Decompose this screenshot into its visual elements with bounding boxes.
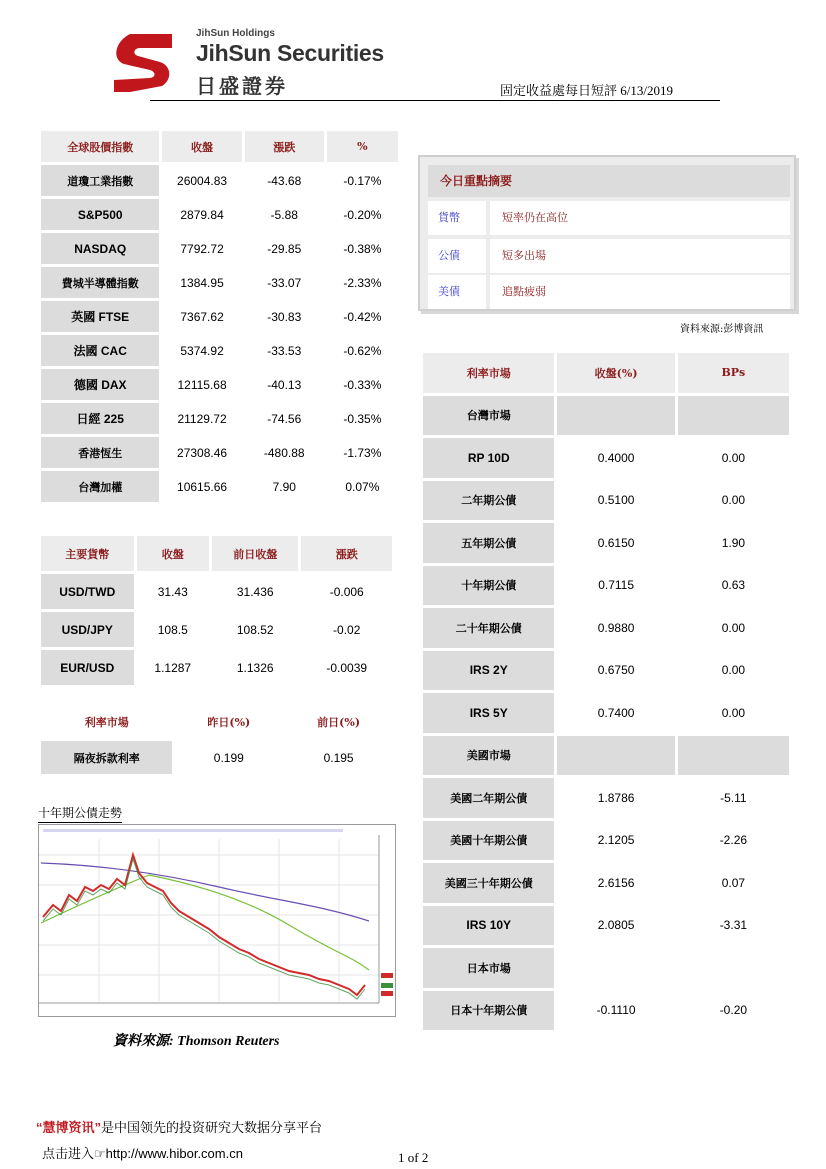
table-row bbox=[41, 233, 398, 264]
rate-close bbox=[557, 948, 674, 988]
fx-prev-close: 1.1326 bbox=[212, 650, 299, 685]
table-header-row bbox=[423, 353, 789, 393]
rate-name: 美國三十年期公債 bbox=[423, 863, 554, 903]
column-header: 昨日(%) bbox=[175, 705, 282, 738]
index-pct: -0.20% bbox=[327, 199, 398, 230]
column-header: 收盤 bbox=[137, 536, 209, 571]
table-row bbox=[423, 948, 789, 988]
rate-bps: -3.31 bbox=[678, 906, 789, 946]
index-name: NASDAQ bbox=[41, 233, 159, 264]
index-name: S&P500 bbox=[41, 199, 159, 230]
table-header-row bbox=[41, 131, 398, 162]
rate-name: 十年期公債 bbox=[423, 566, 554, 606]
page-number: 1 of 2 bbox=[398, 1150, 429, 1165]
report-date: 6/13/2019 bbox=[620, 83, 673, 98]
rate-name: 二十年期公債 bbox=[423, 608, 554, 648]
table-row bbox=[423, 651, 789, 691]
rate-close: 0.5100 bbox=[557, 481, 674, 521]
rate-bps: 0.63 bbox=[678, 566, 789, 606]
fx-change: -0.02 bbox=[301, 612, 392, 647]
fx-table bbox=[38, 533, 395, 688]
column-header: 利率市場 bbox=[423, 353, 554, 393]
index-name: 德國 DAX bbox=[41, 369, 159, 400]
summary-key: 美債 bbox=[428, 275, 486, 309]
column-header: 前日收盤 bbox=[212, 536, 299, 571]
jihsun-logo-icon bbox=[110, 32, 174, 94]
rate-section-label: 台灣市場 bbox=[423, 396, 554, 436]
index-change: -33.07 bbox=[245, 267, 324, 298]
rate-close: 0.4000 bbox=[557, 438, 674, 478]
index-change: -40.13 bbox=[245, 369, 324, 400]
fx-close: 31.43 bbox=[137, 574, 209, 609]
index-close: 10615.66 bbox=[162, 471, 241, 502]
logo-company-zh: 日盛證券 bbox=[196, 74, 288, 98]
column-header: 利率市場 bbox=[41, 705, 172, 738]
currency-pair: USD/TWD bbox=[41, 574, 134, 609]
index-close: 12115.68 bbox=[162, 369, 241, 400]
table-row bbox=[41, 741, 392, 774]
footer-link-prefix: 点击进入 bbox=[42, 1146, 95, 1161]
index-pct: -0.62% bbox=[327, 335, 398, 366]
rate-bps: 0.00 bbox=[678, 438, 789, 478]
index-name: 香港恆生 bbox=[41, 437, 159, 468]
index-close: 7792.72 bbox=[162, 233, 241, 264]
report-title-text: 固定收益處每日短評 bbox=[500, 83, 618, 98]
footer-brand: “慧博资讯” bbox=[36, 1120, 102, 1135]
rate-close: 2.0805 bbox=[557, 906, 674, 946]
table-row bbox=[423, 778, 789, 818]
index-name: 英國 FTSE bbox=[41, 301, 159, 332]
index-close: 26004.83 bbox=[162, 165, 241, 196]
table-row bbox=[423, 736, 789, 776]
logo-company-en: JihSun Securities bbox=[196, 40, 384, 66]
rate-name: IRS 2Y bbox=[423, 651, 554, 691]
fx-prev-close: 108.52 bbox=[212, 612, 299, 647]
table-row bbox=[41, 437, 398, 468]
index-name: 費城半導體指數 bbox=[41, 267, 159, 298]
table-row bbox=[41, 199, 398, 230]
summary-row bbox=[428, 275, 790, 309]
table-row bbox=[41, 650, 392, 685]
index-pct: -0.35% bbox=[327, 403, 398, 434]
summary-value: 短多出場 bbox=[490, 239, 790, 273]
rate-close: 0.9880 bbox=[557, 608, 674, 648]
index-close: 2879.84 bbox=[162, 199, 241, 230]
column-header: 收盤 bbox=[162, 131, 241, 162]
rate-close: 0.7115 bbox=[557, 566, 674, 606]
table-row bbox=[41, 301, 398, 332]
index-change: -74.56 bbox=[245, 403, 324, 434]
rate-yesterday: 0.199 bbox=[175, 741, 282, 774]
table-row bbox=[423, 991, 789, 1031]
rate-close: 0.6150 bbox=[557, 523, 674, 563]
footer-url[interactable]: http://www.hibor.com.cn bbox=[105, 1146, 243, 1161]
rate-name: 二年期公債 bbox=[423, 481, 554, 521]
table-row bbox=[423, 438, 789, 478]
rate-close: 0.7400 bbox=[557, 693, 674, 733]
header-divider bbox=[150, 100, 720, 101]
summary-row bbox=[428, 201, 790, 235]
fx-change: -0.006 bbox=[301, 574, 392, 609]
table-header-row bbox=[41, 705, 392, 738]
bond-yield-chart-image bbox=[39, 825, 395, 1016]
rate-section-label: 美國市場 bbox=[423, 736, 554, 776]
fx-close: 1.1287 bbox=[137, 650, 209, 685]
rate-name: 美國二年期公債 bbox=[423, 778, 554, 818]
index-name: 道瓊工業指數 bbox=[41, 165, 159, 196]
rate-close bbox=[557, 736, 674, 776]
table-row bbox=[41, 369, 398, 400]
cursor-hand-icon: ☞ bbox=[94, 1146, 106, 1161]
index-change: -480.88 bbox=[245, 437, 324, 468]
column-header: % bbox=[327, 131, 398, 162]
rate-name: 美國十年期公債 bbox=[423, 821, 554, 861]
index-pct: 0.07% bbox=[327, 471, 398, 502]
rate-section-label: 日本市場 bbox=[423, 948, 554, 988]
summary-key: 貨幣 bbox=[428, 201, 486, 235]
rate-bps: 0.00 bbox=[678, 481, 789, 521]
index-pct: -0.38% bbox=[327, 233, 398, 264]
column-header: 前日(%) bbox=[285, 705, 392, 738]
column-header: 收盤(%) bbox=[557, 353, 674, 393]
column-header: 漲跌 bbox=[245, 131, 324, 162]
index-close: 5374.92 bbox=[162, 335, 241, 366]
table-row bbox=[423, 693, 789, 733]
table-row bbox=[41, 612, 392, 647]
table-row bbox=[41, 335, 398, 366]
footer-link[interactable] bbox=[42, 1143, 243, 1162]
table-row bbox=[423, 523, 789, 563]
rate-market-table bbox=[420, 350, 792, 1033]
rate-close: 1.8786 bbox=[557, 778, 674, 818]
table-header-row bbox=[41, 536, 392, 571]
column-header: 漲跌 bbox=[301, 536, 392, 571]
table-row bbox=[423, 821, 789, 861]
table-row bbox=[41, 471, 398, 502]
table-row bbox=[41, 403, 398, 434]
currency-pair: EUR/USD bbox=[41, 650, 134, 685]
rate-close bbox=[557, 396, 674, 436]
rate-prev: 0.195 bbox=[285, 741, 392, 774]
report-title bbox=[500, 80, 673, 99]
fx-prev-close: 31.436 bbox=[212, 574, 299, 609]
rate-name: 日本十年期公債 bbox=[423, 991, 554, 1031]
fx-close: 108.5 bbox=[137, 612, 209, 647]
rate-bps: -2.26 bbox=[678, 821, 789, 861]
rate-bps bbox=[678, 948, 789, 988]
index-change: -43.68 bbox=[245, 165, 324, 196]
chart-title: 十年期公債走勢 bbox=[38, 804, 122, 823]
rate-close: 2.6156 bbox=[557, 863, 674, 903]
rate-close: 2.1205 bbox=[557, 821, 674, 861]
index-close: 27308.46 bbox=[162, 437, 241, 468]
global-index-table bbox=[38, 128, 401, 505]
table-row bbox=[423, 481, 789, 521]
index-pct: -0.42% bbox=[327, 301, 398, 332]
rate-bps: -0.20 bbox=[678, 991, 789, 1031]
overnight-rate-table bbox=[38, 702, 395, 777]
index-change: -5.88 bbox=[245, 199, 324, 230]
summary-value: 短率仍在高位 bbox=[490, 201, 790, 235]
index-pct: -2.33% bbox=[327, 267, 398, 298]
summary-value: 追點疲弱 bbox=[490, 275, 790, 309]
rate-close: 0.6750 bbox=[557, 651, 674, 691]
index-change: -29.85 bbox=[245, 233, 324, 264]
rate-name: 隔夜拆款利率 bbox=[41, 741, 172, 774]
rate-bps: -5.11 bbox=[678, 778, 789, 818]
table-row bbox=[41, 267, 398, 298]
rate-bps: 0.00 bbox=[678, 651, 789, 691]
table-row bbox=[423, 863, 789, 903]
summary-key: 公債 bbox=[428, 239, 486, 273]
rate-bps: 0.00 bbox=[678, 693, 789, 733]
currency-pair: USD/JPY bbox=[41, 612, 134, 647]
index-change: 7.90 bbox=[245, 471, 324, 502]
rate-bps: 0.00 bbox=[678, 608, 789, 648]
index-pct: -1.73% bbox=[327, 437, 398, 468]
summary-title: 今日重點摘要 bbox=[428, 165, 790, 197]
index-pct: -0.17% bbox=[327, 165, 398, 196]
key-summary-panel bbox=[418, 155, 796, 311]
rate-bps bbox=[678, 396, 789, 436]
index-change: -30.83 bbox=[245, 301, 324, 332]
index-close: 7367.62 bbox=[162, 301, 241, 332]
column-header: 全球股價指數 bbox=[41, 131, 159, 162]
company-logo bbox=[110, 28, 390, 98]
rate-name: RP 10D bbox=[423, 438, 554, 478]
table-row bbox=[423, 608, 789, 648]
index-pct: -0.33% bbox=[327, 369, 398, 400]
table-row bbox=[41, 165, 398, 196]
bond-yield-chart bbox=[38, 824, 396, 1017]
summary-row bbox=[428, 239, 790, 273]
table-row bbox=[41, 574, 392, 609]
rate-bps: 0.07 bbox=[678, 863, 789, 903]
rate-name: IRS 5Y bbox=[423, 693, 554, 733]
index-change: -33.53 bbox=[245, 335, 324, 366]
rate-close: -0.1110 bbox=[557, 991, 674, 1031]
rate-name: 五年期公債 bbox=[423, 523, 554, 563]
column-header: BPs bbox=[678, 353, 789, 393]
index-close: 1384.95 bbox=[162, 267, 241, 298]
footer-tagline-text: 是中国领先的投资研究大数据分享平台 bbox=[101, 1120, 323, 1135]
logo-holdings-text: JihSun Holdings bbox=[196, 28, 275, 39]
fx-change: -0.0039 bbox=[301, 650, 392, 685]
summary-source: 資料來源:彭博資訊 bbox=[680, 324, 764, 335]
table-row bbox=[423, 396, 789, 436]
index-name: 日經 225 bbox=[41, 403, 159, 434]
footer-tagline bbox=[36, 1117, 322, 1136]
index-name: 台灣加權 bbox=[41, 471, 159, 502]
rate-bps: 1.90 bbox=[678, 523, 789, 563]
rate-name: IRS 10Y bbox=[423, 906, 554, 946]
table-row bbox=[423, 566, 789, 606]
rate-bps bbox=[678, 736, 789, 776]
column-header: 主要貨幣 bbox=[41, 536, 134, 571]
index-close: 21129.72 bbox=[162, 403, 241, 434]
chart-source: 資料來源: Thomson Reuters bbox=[113, 1034, 280, 1049]
table-row bbox=[423, 906, 789, 946]
index-name: 法國 CAC bbox=[41, 335, 159, 366]
